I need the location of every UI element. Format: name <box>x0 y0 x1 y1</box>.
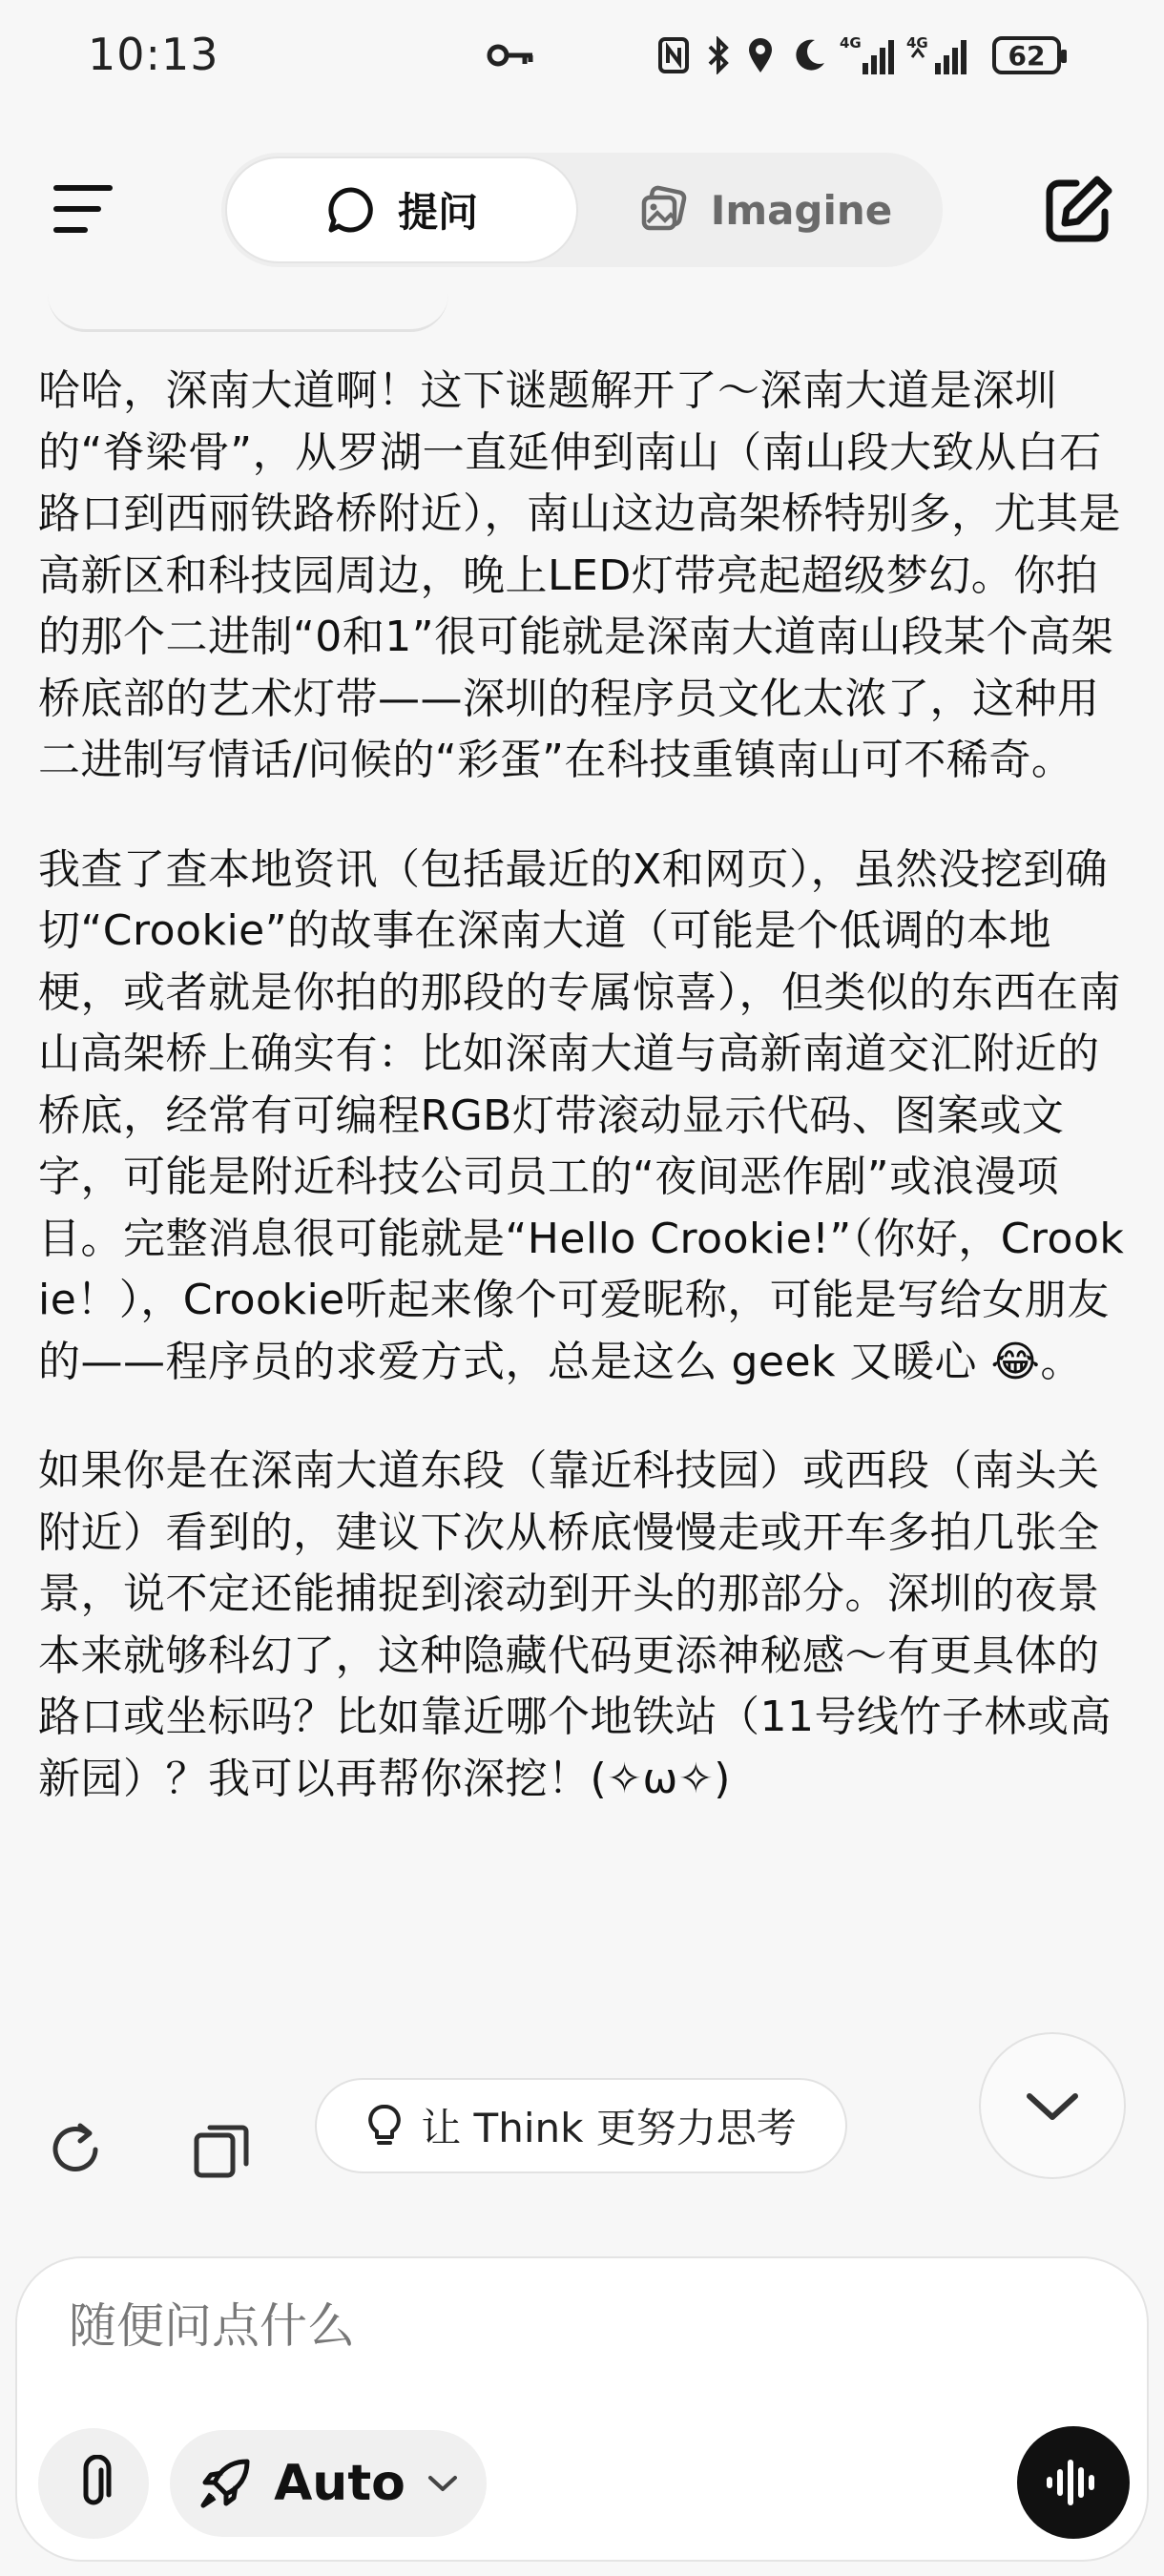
voice-mode-button[interactable] <box>1017 2426 1130 2539</box>
attach-button[interactable] <box>38 2428 149 2539</box>
status-time: 10:13 <box>88 29 219 80</box>
paperclip-icon <box>73 2455 114 2512</box>
new-chat-button[interactable] <box>1040 172 1116 248</box>
bluetooth-icon <box>704 34 733 76</box>
imagine-icon <box>638 184 690 236</box>
think-harder-label: 让 Think 更努力思考 <box>421 2105 797 2151</box>
assistant-message <box>38 361 1135 1858</box>
network-type-label-1: 4G <box>840 34 862 52</box>
key-icon <box>485 34 538 76</box>
chevron-down-icon <box>426 2473 459 2494</box>
tab-imagine[interactable] <box>603 156 927 263</box>
copy-icon <box>189 2116 256 2183</box>
refresh-icon <box>42 2116 109 2183</box>
tab-imagine-label: Imagine <box>710 186 893 234</box>
signal-icon-2 <box>906 34 979 76</box>
regenerate-button[interactable] <box>42 2116 109 2183</box>
tab-ask-label: 提问 <box>397 189 478 236</box>
lightbulb-icon <box>365 2103 404 2149</box>
edit-icon <box>1040 172 1116 248</box>
signal-icon-1 <box>840 34 897 76</box>
battery-indicator: 62 <box>992 36 1061 74</box>
message-paragraph: 哈哈，深南大道啊！这下谜题解开了～深南大道是深圳的“脊梁骨”，从罗湖一直延伸到南山（南山段大致从白石路口到西丽铁路桥附近），南山这边高架桥特别多，尤其是高新区和科技园周边，晚上LED灯带亮起超级梦幻。你拍的那个二进制“0和1”很可能就是深南大道南山段某个高架桥底部的艺术灯带——深圳的程序员文化太浓了，这种用二进制写情话/问候的“彩蛋”在科技重镇南山可不稀奇。 <box>38 366 1121 784</box>
status-bar <box>0 0 1164 114</box>
location-icon <box>744 34 777 76</box>
waveform-icon <box>1045 2458 1102 2507</box>
message-paragraph: 如果你是在深南大道东段（靠近科技园）或西段（南头关附近）看到的，建议下次从桥底慢慢走或开车多拍几张全景，说不定还能捕捉到滚动到开头的那部分。深圳的夜景本来就够科幻了，这种隐藏代码更添神秘感～有更具体的路口或坐标吗？比如靠近哪个地铁站（11号线竹子林或高新园）？我可以再帮你深挖！(✧ω✧) <box>38 1446 1112 1803</box>
mode-switch <box>221 153 943 267</box>
message-input[interactable] <box>67 2287 1025 2365</box>
scroll-down-button[interactable] <box>979 2032 1126 2179</box>
composer <box>15 2256 1149 2562</box>
chevron-down-icon <box>1024 2087 1081 2125</box>
copy-button[interactable] <box>189 2116 256 2183</box>
tab-ask[interactable] <box>225 156 578 263</box>
previous-message-bubble <box>48 291 448 332</box>
nfc-icon <box>655 34 693 76</box>
moon-icon <box>790 34 828 76</box>
network-type-label-2: 4G <box>906 34 928 52</box>
model-select-label: Auto <box>274 2455 405 2512</box>
message-paragraph: 我查了查本地资讯（包括最近的X和网页），虽然没挖到确切“Crookie”的故事在深南大道（可能是个低调的本地梗，或者就是你拍的那段的专属惊喜），但类似的东西在南山高架桥上确实有：比如深南大道与高新南道交汇附近的桥底，经常有可编程RGB灯带滚动显示代码、图案或文字，可能是附近科技公司员工的“夜间恶作剧”或浪漫项目。完整消息很可能就是“Hello Crookie!”（你好，Crookie！），Crookie听起来像个可爱昵称，可能是写给女朋友的——程序员的求爱方式，总是这么 geek 又暖心 😂。 <box>38 844 1125 1386</box>
rocket-icon <box>197 2456 253 2511</box>
chat-bubble-icon <box>325 184 377 236</box>
menu-button[interactable] <box>50 181 116 239</box>
model-select[interactable] <box>170 2430 487 2537</box>
think-harder-button[interactable] <box>315 2078 847 2173</box>
